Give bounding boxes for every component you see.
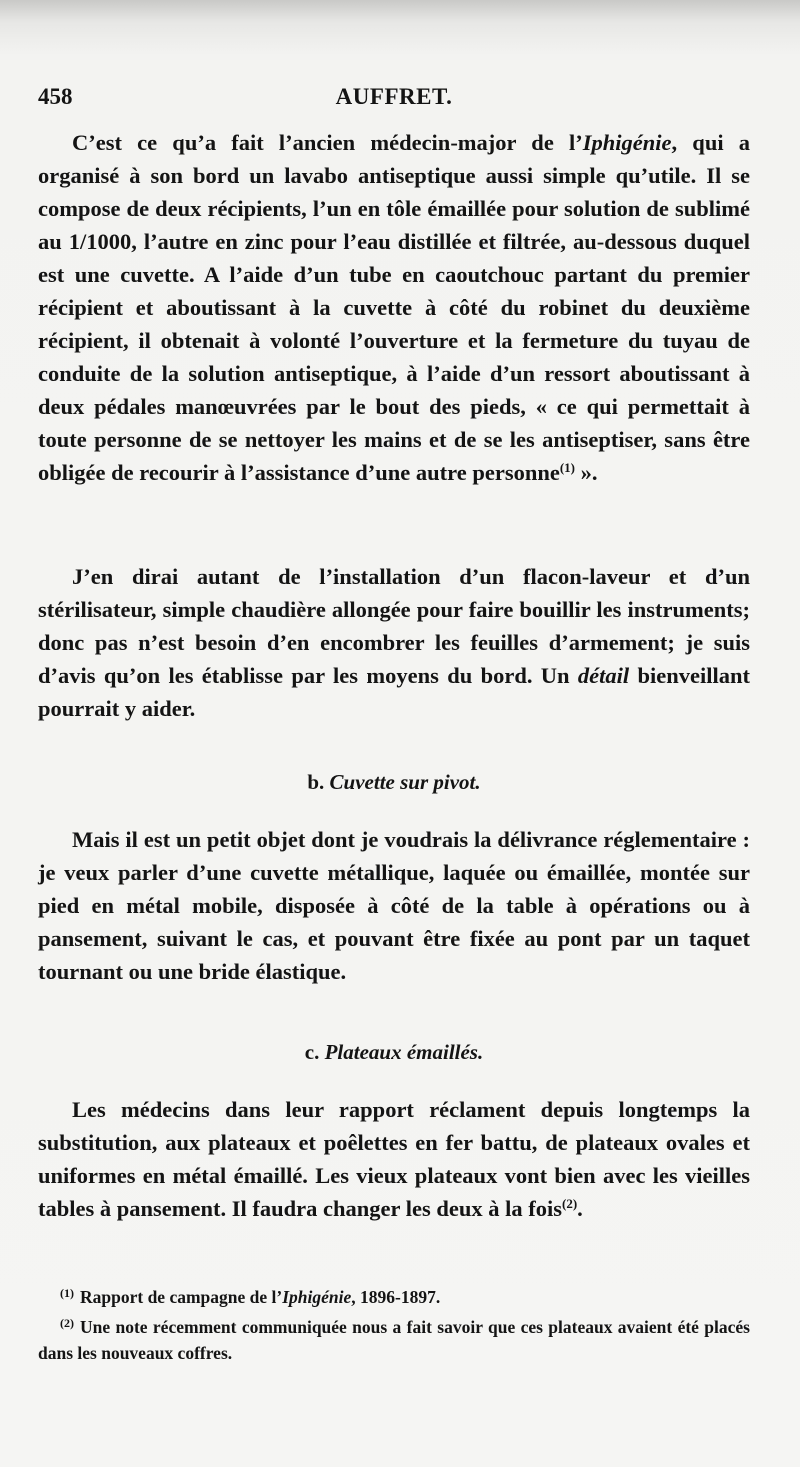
paragraph-plateaux	[38, 1093, 750, 1225]
paragraph-text: Mais il est un petit objet dont je voudrais la délivrance réglementaire : je veux parler d’une cuvette métallique, laquée ou émaillée, montée sur pied en métal mobile, disposée à côté de la table à opérations ou à pansement, suivant le cas, et pouvant être fixée au pont par un taquet tournant ou une bride élastique.	[38, 827, 750, 984]
text-run: Les médecins dans leur rapport réclament depuis longtemps la substitution, aux plateaux et poêlettes en fer battu, de plateaux ovales et uniformes en métal émaillé. Les vieux plateaux vont bien avec les vieilles tables à pansement. Il faudra changer les deux à la fois	[38, 1097, 750, 1221]
emphasis-word: détail	[577, 663, 630, 688]
text-run: C’est ce qu’a fait l’ancien médecin-major de l’	[72, 130, 583, 155]
text-run: ».	[575, 460, 598, 485]
footnote-2	[38, 1310, 750, 1366]
section-title: Plateaux émaillés.	[324, 1040, 484, 1064]
ship-name: Iphigénie	[282, 1287, 352, 1307]
paragraph-cuvette	[38, 823, 750, 988]
footnote-text: , 1896-1897.	[351, 1287, 441, 1307]
paragraph-lavabo	[38, 126, 750, 489]
paragraph-flacon-laveur	[38, 560, 750, 725]
footnote-mark: (2)	[60, 1316, 74, 1330]
section-letter: b.	[307, 770, 325, 794]
footnote-text: Rapport de campagne de l’	[80, 1287, 283, 1307]
page-header	[38, 84, 750, 114]
section-letter: c.	[304, 1040, 320, 1064]
section-title: Cuvette sur pivot.	[329, 770, 481, 794]
footnote-ref-1: (1)	[559, 460, 576, 475]
paragraph-text	[38, 1093, 750, 1225]
ship-name: Iphigénie	[582, 130, 672, 155]
running-title: AUFFRET.	[335, 84, 453, 109]
text-run: J’en dirai autant de l’installation d’un flacon-laveur et d’un stérilisateur, simple chaudière allongée pour faire bouillir les instruments; donc pas n’est besoin d’en encombrer les feuilles d’armement; je suis d’avis qu’on les établisse par les moyens du bord. Un	[38, 564, 750, 688]
section-heading-b	[38, 770, 750, 795]
text-run: .	[577, 1196, 583, 1221]
paragraph-text	[38, 126, 750, 489]
footnote-ref-2: (2)	[561, 1196, 578, 1211]
text-run: bienveillant pourrait y aider.	[38, 663, 750, 721]
footnote-1	[38, 1280, 750, 1310]
paragraph-text	[38, 560, 750, 725]
footnotes	[38, 1280, 750, 1366]
page-number: 458	[38, 84, 73, 109]
footnote-text: Une note récemment communiquée nous a fait savoir que ces plateaux avaient été placés dans les nouveaux coffres.	[38, 1317, 750, 1363]
footnote-mark: (1)	[60, 1286, 74, 1300]
section-heading-c	[38, 1040, 750, 1065]
text-run: , qui a organisé à son bord un lavabo antiseptique aussi simple qu’utile. Il se compose de deux récipients, l’un en tôle émaillée pour solution de sublimé au 1/1000, l’autre en zinc pour l’eau distillée et filtrée, au-dessous duquel est une cuvette. A l’aide d’un tube en caoutchouc partant du premier récipient et aboutissant à la cuvette à côté du robinet du deuxième récipient, il obtenait à volonté l’ouverture et la fermeture du tuyau de conduite de la solution antiseptique, à l’aide d’un ressort aboutissant à deux pédales manœuvrées par le bout des pieds, « ce qui permettait à toute personne de se nettoyer les mains et de se les antiseptiser, sans être obligée de recourir à l’assistance d’une autre personne	[38, 130, 751, 485]
